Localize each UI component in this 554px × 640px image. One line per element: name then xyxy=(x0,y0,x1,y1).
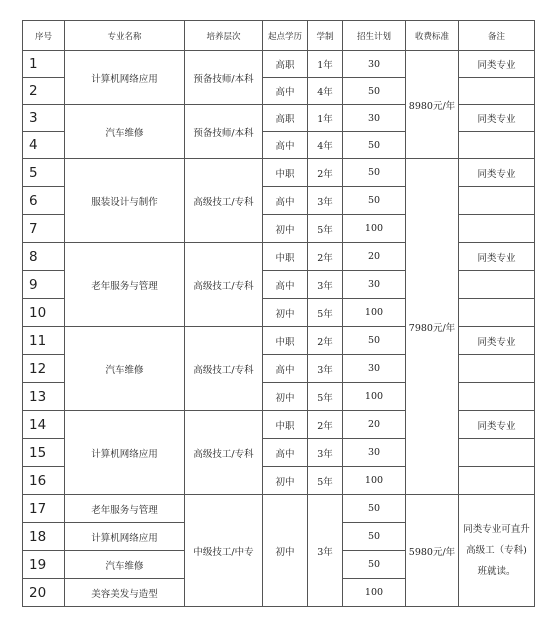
enrollment-plan: 30 xyxy=(343,439,406,467)
start-education: 高中 xyxy=(263,187,308,215)
start-education: 中职 xyxy=(263,327,308,355)
table-row xyxy=(23,411,535,439)
remark xyxy=(459,215,535,243)
row-number: 6 xyxy=(23,187,65,215)
training-level: 高级技工/专科 xyxy=(185,159,263,243)
enrollment-plan: 100 xyxy=(343,579,406,607)
major-name: 老年服务与管理 xyxy=(65,495,185,523)
header-row xyxy=(23,21,535,51)
enrollment-plan: 50 xyxy=(343,187,406,215)
header-cell: 收费标准 xyxy=(406,21,459,51)
duration: 2年 xyxy=(308,411,343,439)
enrollment-plan: 50 xyxy=(343,495,406,523)
enrollment-plan: 30 xyxy=(343,271,406,299)
row-number: 20 xyxy=(23,579,65,607)
row-number: 12 xyxy=(23,355,65,383)
header-cell: 序号 xyxy=(23,21,65,51)
table-row xyxy=(23,243,535,271)
tuition-fee: 8980元/年 xyxy=(406,51,459,159)
duration: 5年 xyxy=(308,299,343,327)
remark: 同类专业 xyxy=(459,159,535,187)
enrollment-plan: 50 xyxy=(343,327,406,355)
duration: 1年 xyxy=(308,51,343,78)
duration: 1年 xyxy=(308,105,343,132)
start-education: 高职 xyxy=(263,105,308,132)
start-education: 高中 xyxy=(263,355,308,383)
enrollment-plan: 50 xyxy=(343,78,406,105)
row-number: 14 xyxy=(23,411,65,439)
enrollment-plan: 100 xyxy=(343,299,406,327)
enrollment-plan: 50 xyxy=(343,551,406,579)
table-row xyxy=(23,105,535,132)
major-name: 汽车维修 xyxy=(65,551,185,579)
row-number: 8 xyxy=(23,243,65,271)
major-name: 汽车维修 xyxy=(65,105,185,159)
row-number: 17 xyxy=(23,495,65,523)
start-education: 中职 xyxy=(263,159,308,187)
enrollment-plan: 50 xyxy=(343,159,406,187)
header-cell: 起点学历 xyxy=(263,21,308,51)
major-name: 汽车维修 xyxy=(65,327,185,411)
row-number: 2 xyxy=(23,78,65,105)
header-cell: 专业名称 xyxy=(65,21,185,51)
duration: 3年 xyxy=(308,187,343,215)
training-level: 高级技工/专科 xyxy=(185,327,263,411)
tuition-fee: 5980元/年 xyxy=(406,495,459,607)
start-education: 高中 xyxy=(263,271,308,299)
remark xyxy=(459,78,535,105)
remark: 同类专业 xyxy=(459,51,535,78)
major-name: 计算机网络应用 xyxy=(65,51,185,105)
header-cell: 备注 xyxy=(459,21,535,51)
row-number: 19 xyxy=(23,551,65,579)
duration: 4年 xyxy=(308,132,343,159)
major-name: 服装设计与制作 xyxy=(65,159,185,243)
remark xyxy=(459,271,535,299)
enrollment-table xyxy=(22,20,535,607)
remark xyxy=(459,439,535,467)
row-number: 4 xyxy=(23,132,65,159)
training-level: 中级技工/中专 xyxy=(185,495,263,607)
row-number: 9 xyxy=(23,271,65,299)
start-education: 中职 xyxy=(263,411,308,439)
enrollment-plan: 20 xyxy=(343,243,406,271)
major-name: 计算机网络应用 xyxy=(65,411,185,495)
row-number: 16 xyxy=(23,467,65,495)
table-row xyxy=(23,51,535,78)
row-number: 1 xyxy=(23,51,65,78)
start-education: 高职 xyxy=(263,51,308,78)
start-education: 初中 xyxy=(263,495,308,607)
remark: 同类专业可直升高级工（专科)班就读。 xyxy=(459,495,535,607)
training-level: 预备技师/本科 xyxy=(185,51,263,105)
remark: 同类专业 xyxy=(459,105,535,132)
enrollment-plan: 20 xyxy=(343,411,406,439)
duration: 5年 xyxy=(308,467,343,495)
enrollment-plan: 50 xyxy=(343,132,406,159)
duration: 3年 xyxy=(308,495,343,607)
training-level: 高级技工/专科 xyxy=(185,243,263,327)
remark xyxy=(459,132,535,159)
remark xyxy=(459,467,535,495)
row-number: 10 xyxy=(23,299,65,327)
start-education: 初中 xyxy=(263,215,308,243)
remark: 同类专业 xyxy=(459,243,535,271)
start-education: 高中 xyxy=(263,439,308,467)
duration: 4年 xyxy=(308,78,343,105)
duration: 3年 xyxy=(308,439,343,467)
training-level: 高级技工/专科 xyxy=(185,411,263,495)
start-education: 高中 xyxy=(263,132,308,159)
row-number: 5 xyxy=(23,159,65,187)
duration: 2年 xyxy=(308,327,343,355)
enrollment-plan: 30 xyxy=(343,51,406,78)
duration: 2年 xyxy=(308,159,343,187)
duration: 3年 xyxy=(308,271,343,299)
start-education: 初中 xyxy=(263,383,308,411)
training-level: 预备技师/本科 xyxy=(185,105,263,159)
major-name: 老年服务与管理 xyxy=(65,243,185,327)
remark xyxy=(459,355,535,383)
table-row xyxy=(23,327,535,355)
table-row xyxy=(23,495,535,523)
enrollment-plan: 100 xyxy=(343,383,406,411)
row-number: 13 xyxy=(23,383,65,411)
table-row xyxy=(23,159,535,187)
row-number: 11 xyxy=(23,327,65,355)
enrollment-plan: 100 xyxy=(343,215,406,243)
row-number: 3 xyxy=(23,105,65,132)
remark: 同类专业 xyxy=(459,327,535,355)
duration: 2年 xyxy=(308,243,343,271)
start-education: 高中 xyxy=(263,78,308,105)
enrollment-plan: 50 xyxy=(343,523,406,551)
row-number: 15 xyxy=(23,439,65,467)
major-name: 美容美发与造型 xyxy=(65,579,185,607)
header-cell: 学制 xyxy=(308,21,343,51)
remark: 同类专业 xyxy=(459,411,535,439)
tuition-fee: 7980元/年 xyxy=(406,159,459,495)
duration: 5年 xyxy=(308,215,343,243)
duration: 3年 xyxy=(308,355,343,383)
remark xyxy=(459,187,535,215)
start-education: 初中 xyxy=(263,299,308,327)
start-education: 初中 xyxy=(263,467,308,495)
remark xyxy=(459,383,535,411)
enrollment-plan: 30 xyxy=(343,105,406,132)
duration: 5年 xyxy=(308,383,343,411)
start-education: 中职 xyxy=(263,243,308,271)
header-cell: 培养层次 xyxy=(185,21,263,51)
enrollment-plan: 100 xyxy=(343,467,406,495)
remark xyxy=(459,299,535,327)
header-cell: 招生计划 xyxy=(343,21,406,51)
major-name: 计算机网络应用 xyxy=(65,523,185,551)
enrollment-plan: 30 xyxy=(343,355,406,383)
row-number: 7 xyxy=(23,215,65,243)
row-number: 18 xyxy=(23,523,65,551)
